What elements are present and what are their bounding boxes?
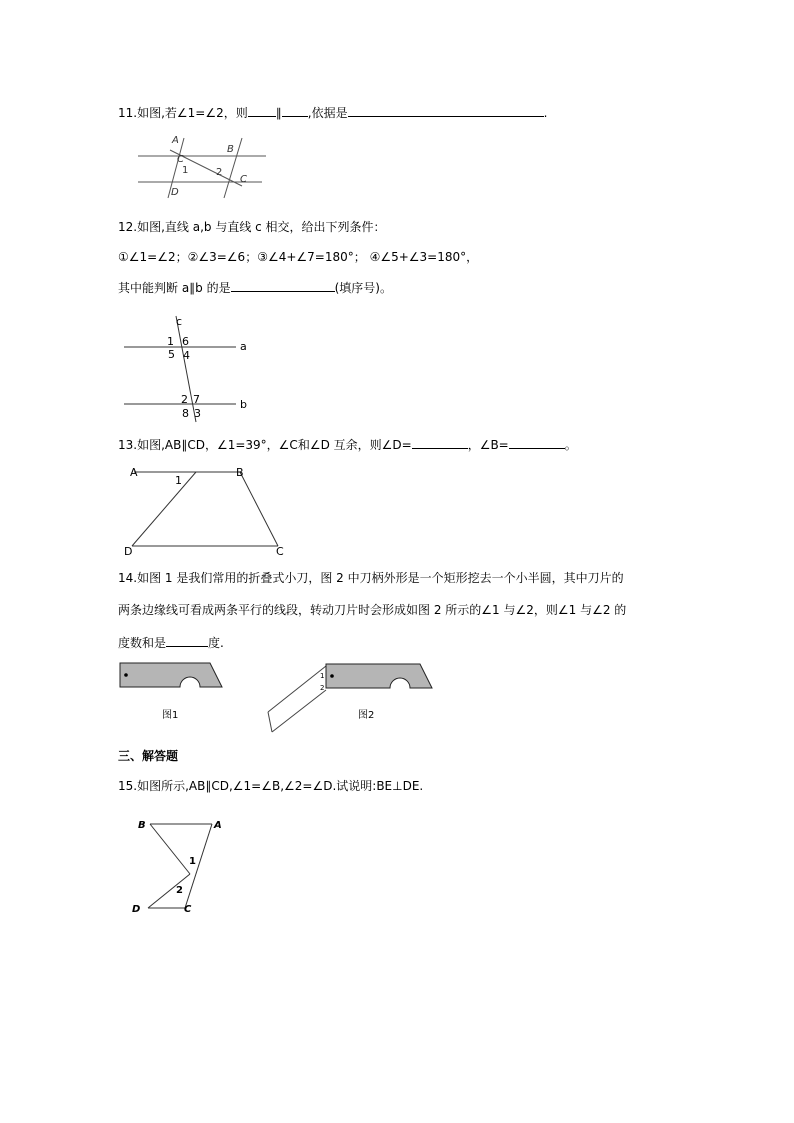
q12-label-a: a: [240, 340, 247, 353]
q12-angle-4: 4: [183, 349, 190, 362]
q11-angle-1: 1: [182, 165, 189, 176]
q12-label-b: b: [240, 398, 247, 411]
q13-blank-B[interactable]: [509, 436, 565, 449]
q13-angle-1: 1: [175, 474, 182, 487]
q11-blank-reason[interactable]: [348, 104, 544, 117]
q15-text: 15.如图所示,AB∥CD,∠1=∠B,∠2=∠D.试说明:BE⊥DE.: [118, 779, 424, 793]
q11-blank-1[interactable]: [248, 104, 276, 117]
q14-fig1-pivot-icon: [124, 673, 128, 677]
q13-label-A: A: [130, 466, 138, 479]
q14-line-3: 度数和是 度.: [118, 636, 224, 650]
q12-label-c: c: [176, 315, 183, 328]
q12-angle-8: 8: [182, 407, 189, 420]
q12-line-3: 其中能判断 a∥b 的是 (填序号)。: [118, 281, 392, 295]
q15-angle-2: 2: [176, 885, 183, 896]
q11-angle-2: 2: [216, 167, 223, 178]
q11-label-B: B: [227, 144, 234, 155]
q12-angle-2: 2: [181, 393, 188, 406]
q15-label-C: C: [184, 904, 192, 915]
q12-angle-3: 3: [194, 407, 201, 420]
q12-angle-1: 1: [167, 335, 174, 348]
q14-line-2: 两条边缘线可看成两条平行的线段，转动刀片时会形成如图 2 所示的∠1 与∠2，则∠1 与∠2 的: [118, 603, 627, 617]
q14-line-1: 14.如图 1 是我们常用的折叠式小刀，图 2 中刀柄外形是一个矩形挖去一个小半圆，其中刀片的: [118, 571, 624, 585]
q14-fig1-caption: 图1: [162, 710, 179, 721]
q14-blank[interactable]: [166, 634, 208, 647]
q11-label-C-left: C: [177, 154, 184, 165]
q12-line-2: ①∠1=∠2；②∠3=∠6；③∠4+∠7=180°； ④∠5+∠3=180°，: [118, 250, 479, 264]
q13-label-B: B: [236, 466, 244, 479]
q15-angle-1: 1: [189, 856, 196, 867]
q11-text: 11.如图,若∠1=∠2，则 ∥ ,依据是 .: [118, 106, 548, 120]
q13-text: 13.如图,AB∥CD，∠1=39°，∠C和∠D 互余，则∠D= ，∠B= 。: [118, 438, 577, 452]
section-heading: 三、解答题: [118, 749, 179, 763]
q13-label-D: D: [124, 545, 133, 558]
q13-label-C: C: [276, 545, 284, 558]
q12-line-1: 12.如图,直线 a,b 与直线 c 相交，给出下列条件：: [118, 220, 386, 234]
q12-angle-7: 7: [193, 393, 200, 406]
q12-blank[interactable]: [231, 279, 335, 292]
q14-figure-2: [262, 660, 436, 736]
q14-fig2-angle-1: 1: [320, 672, 325, 680]
q11-label-A: A: [172, 135, 179, 146]
q11-label-D: D: [171, 187, 179, 198]
q15-label-B: B: [138, 820, 146, 831]
q15-label-A: A: [214, 820, 222, 831]
q14-fig2-angle-2: 2: [320, 684, 325, 692]
q11-blank-2[interactable]: [282, 104, 308, 117]
q14-figure-1: [118, 660, 228, 726]
q14-fig2-caption: 图2: [358, 710, 375, 721]
q12-angle-5: 5: [168, 348, 175, 361]
q13-figure: [120, 460, 300, 560]
q15-label-D: D: [132, 904, 141, 915]
q12-angle-6: 6: [182, 335, 189, 348]
q11-figure: [130, 132, 270, 202]
q15-figure: [128, 812, 228, 916]
q11-label-C: C: [240, 174, 247, 185]
q14-fig2-pivot-icon: [330, 674, 334, 678]
q12-figure: [118, 312, 268, 424]
q13-blank-D[interactable]: [412, 436, 468, 449]
